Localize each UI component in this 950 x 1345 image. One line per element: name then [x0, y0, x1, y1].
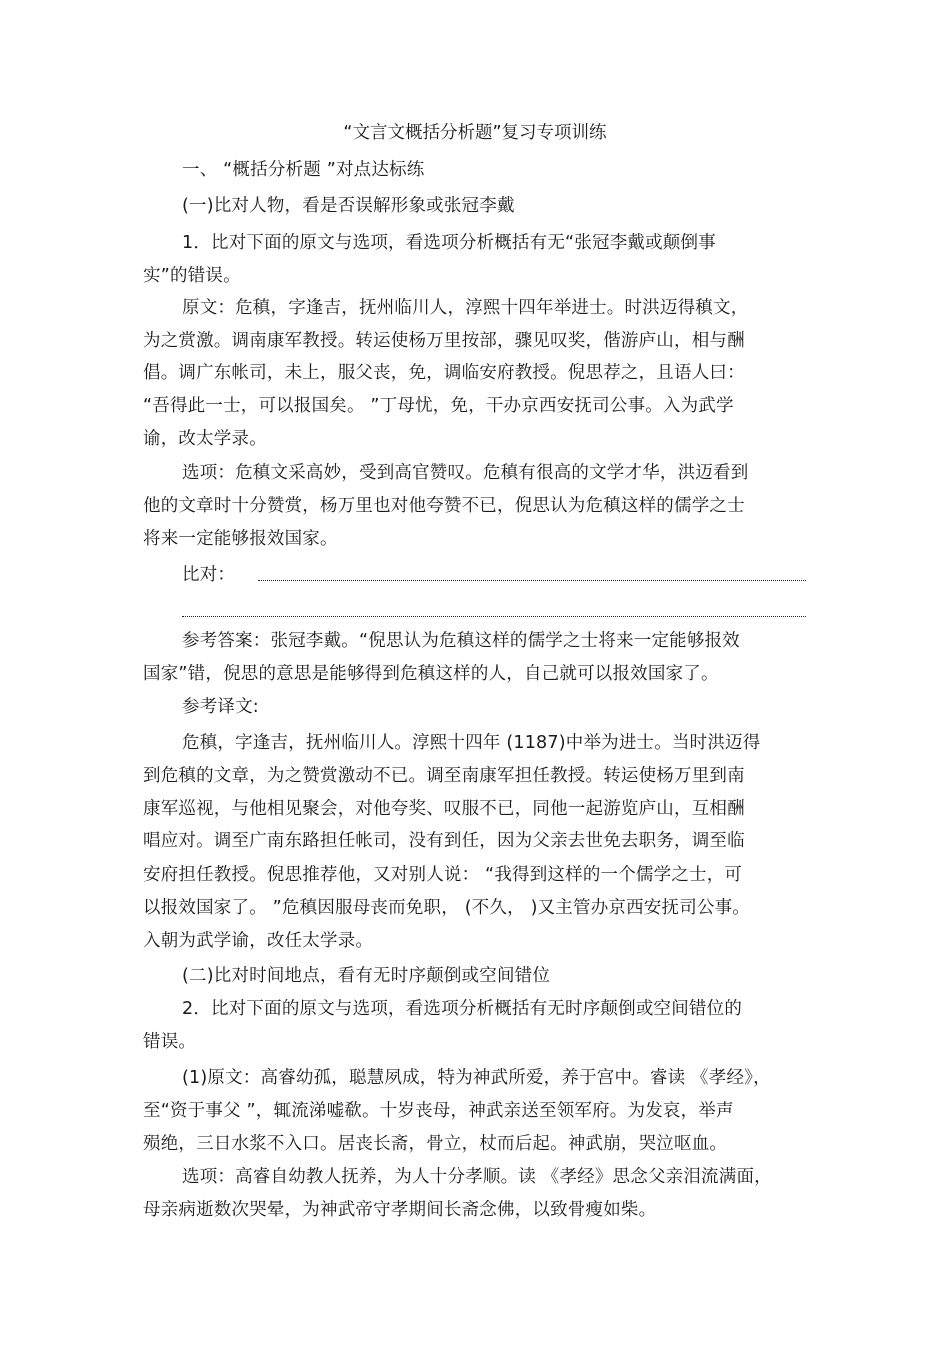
- question2-line: 2．比对下面的原文与选项，看选项分析概括有无时序颠倒或空间错位的: [182, 999, 743, 1019]
- translation-line: 唱应对。调至广南东路担任帐司，没有到任，因为父亲去世免去职务，调至临: [143, 831, 745, 851]
- option-text-line: 母亲病逝数次哭晕，为神武帝守孝期间长斋念佛，以致骨瘦如柴。: [143, 1200, 657, 1220]
- reference-answer-line: 国家”错，倪思的意思是能够得到危稹这样的人，自己就可以报效国家了。: [143, 664, 719, 684]
- option-text-line: 选项：高睿自幼教人抚养，为人十分孝顺。读 《孝经》思念父亲泪流满面，: [182, 1167, 772, 1187]
- option-text-line: 将来一定能够报效国家。: [143, 529, 338, 549]
- compare-label: 比对：: [182, 565, 236, 585]
- part2-heading: (二)比对时间地点，看有无时序颠倒或空间错位: [182, 966, 551, 986]
- translation-line: 入朝为武学谕，改任太学录。: [143, 931, 374, 951]
- part1-heading: (一)比对人物，看是否误解形象或张冠李戴: [182, 196, 515, 216]
- translation-line: 危稹，字逢吉，抚州临川人。淳熙十四年 (1187)中举为进士。当时洪迈得: [182, 733, 761, 753]
- original-text-line: “吾得此一士，可以报国矣。 ”丁母忧，免，干办京西安抚司公事。入为武学: [143, 396, 734, 416]
- option-text-line: 他的文章时十分赞赏，杨万里也对他夸赞不已，倪思认为危稹这样的儒学之士: [143, 496, 745, 516]
- translation-line: 安府担任教授。倪思推荐他，又对别人说： “我得到这样的一个儒学之士，可: [143, 865, 743, 885]
- question1-line: 1．比对下面的原文与选项，看选项分析概括有无“张冠李戴或颠倒事: [182, 233, 716, 253]
- page-title: “文言文概括分析题”复习专项训练: [343, 123, 607, 143]
- reference-answer-line: 参考答案：张冠李戴。“倪思认为危稹这样的儒学之士将来一定能够报效: [182, 631, 740, 651]
- question1-line: 实”的错误。: [143, 266, 241, 286]
- original-text-line: 原文：危稹，字逢吉，抚州临川人，淳熙十四年举进士。时洪迈得稹文，: [182, 298, 749, 318]
- answer-blank-line[interactable]: [258, 580, 806, 581]
- translation-line: 以报效国家了。 ”危稹因服母丧而免职， (不久， )又主管办京西安抚司公事。: [143, 898, 751, 918]
- answer-blank-line[interactable]: [182, 616, 806, 617]
- original-text-line: 为之赏激。调南康军教授。转运使杨万里按部，骤见叹奖，偕游庐山，相与酬: [143, 331, 745, 351]
- original-text-line: 谕，改太学录。: [143, 429, 267, 449]
- question2-line: 错误。: [143, 1032, 197, 1052]
- original-text-line: 倡。调广东帐司，未上，服父丧，免，调临安府教授。倪思荐之，且语人曰：: [143, 363, 745, 383]
- translation-line: 到危稹的文章，为之赞赏激动不已。调至南康军担任教授。转运使杨万里到南: [143, 766, 745, 786]
- original-text-line: (1)原文：高睿幼孤，聪慧夙成，特为神武所爱，养于宫中。睿读 《孝经》，: [182, 1068, 771, 1088]
- original-text-line: 至“资于事父 ”，辄流涕嘘欷。十岁丧母，神武亲送至领军府。为发哀，举声: [143, 1101, 734, 1121]
- option-text-line: 选项：危稹文采高妙，受到高官赞叹。危稹有很高的文学才华，洪迈看到: [182, 463, 749, 483]
- original-text-line: 殒绝，三日水浆不入口。居丧长斋，骨立，杖而后起。神武崩，哭泣呕血。: [143, 1134, 728, 1154]
- translation-line: 康军巡视，与他相见聚会，对他夸奖、叹服不已，同他一起游览庐山，互相酬: [143, 799, 745, 819]
- section-heading: 一、 “概括分析题 ”对点达标练: [182, 160, 425, 180]
- translation-label: 参考译文:: [182, 697, 259, 717]
